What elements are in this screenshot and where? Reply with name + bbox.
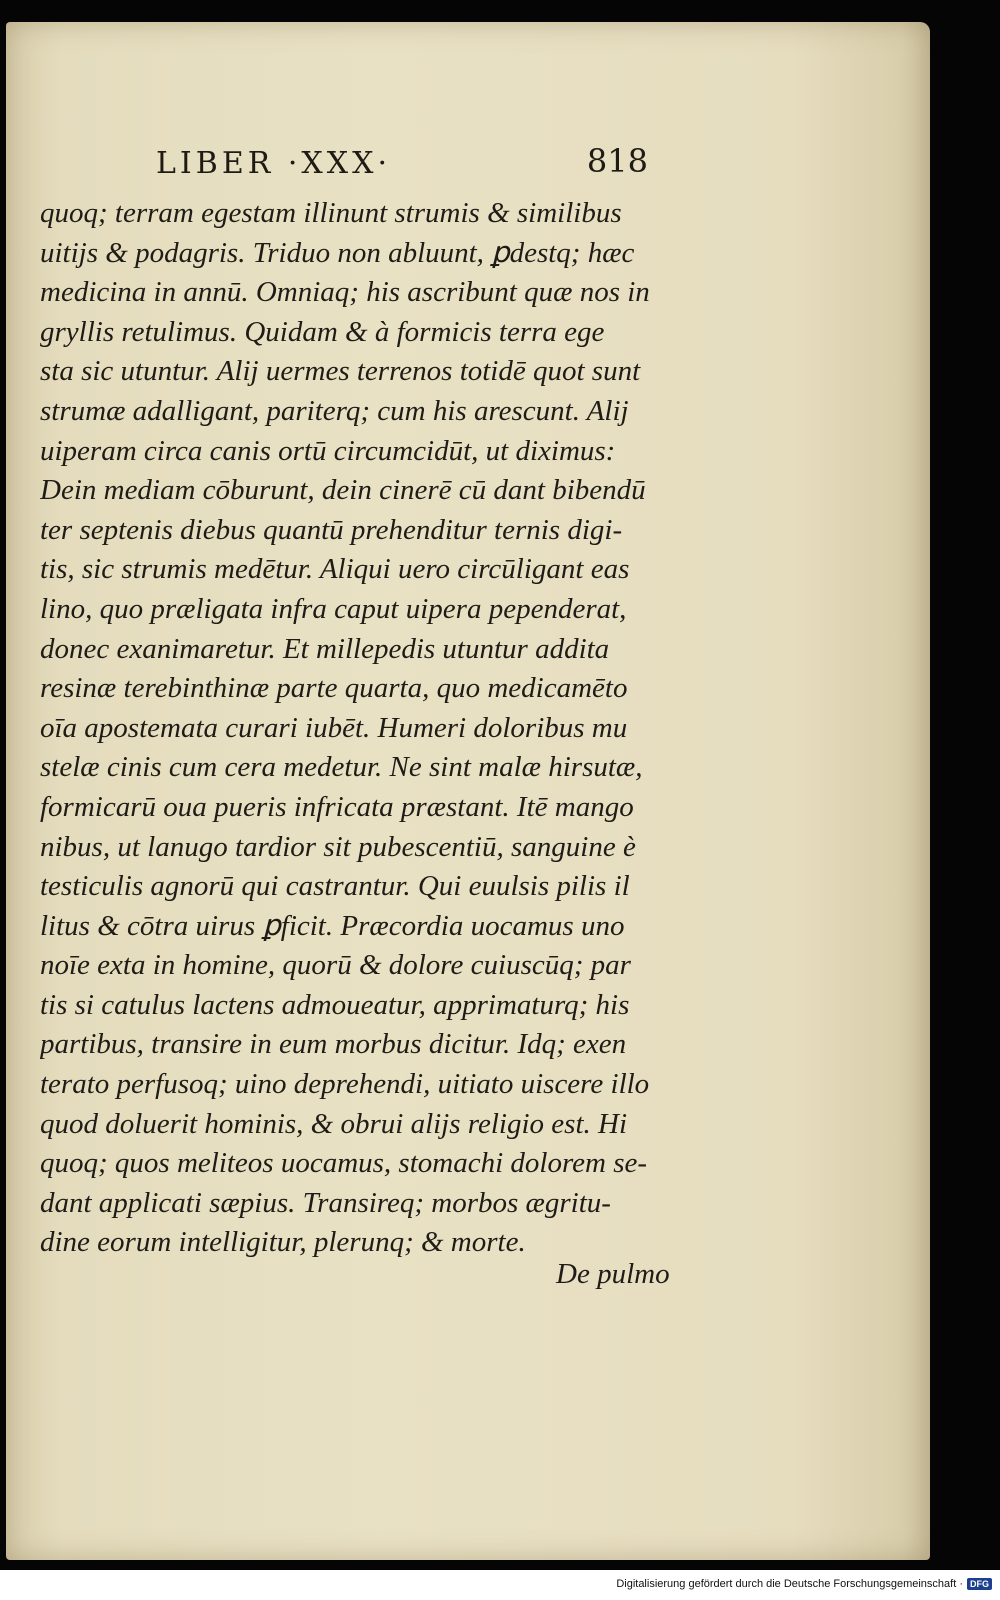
text-line: litus & cōtra uirus ꝑficit. Præcordia uocamus uno [40,909,625,942]
dfg-logo: DFG [967,1578,992,1590]
text-line: nibus, ut lanugo tardior sit pubescentiū, sanguine è [40,830,636,863]
text-line: uiperam circa canis ortū circumcidūt, ut diximus: [40,434,616,467]
digitization-credit [616,1572,992,1596]
running-head: LIBER ·XXX· [156,146,391,181]
text-line: ter septenis diebus quantū prehenditur ternis digi- [40,513,623,546]
text-line: tis, sic strumis medētur. Aliqui uero circūligant eas [40,553,630,586]
text-line: quoq; quos meliteos uocamus, stomachi dolorem se- [40,1147,648,1180]
text-line: testiculis agnorū qui castrantur. Qui euulsis pilis il [40,870,630,903]
text-line: formicarū oua pueris infricata præstant. Itē mango [40,790,634,823]
text-line: partibus, transire in eum morbus dicitur. Idq; exen [40,1028,627,1061]
page-number: 818 [586,142,648,180]
text-line: dant applicati sæpius. Transireq; morbos ægritu- [40,1186,611,1219]
page-header [156,142,656,186]
text-line: uitijs & podagris. Triduo non abluunt, ꝑdestq; hæc [40,236,635,269]
text-line: noīe exta in homine, quorū & dolore cuiuscūq; par [40,949,631,982]
text-line: dine eorum intelligitur, plerunq; & morte. [40,1226,526,1259]
text-line: gryllis retulimus. Quidam & à formicis terra ege [40,315,605,348]
text-line: sta sic utuntur. Alij uermes terrenos totidē quot sunt [40,355,641,388]
text-line: lino, quo præligata infra caput uipera pependerat, [40,592,627,625]
text-line: tis si catulus lactens admoueatur, apprimaturq; his [40,988,630,1021]
body-text [40,194,680,1263]
text-line: oīa apostemata curari iubēt. Humeri doloribus mu [40,711,628,744]
text-line: strumæ adalligant, pariterq; cum his arescunt. Alij [40,394,629,427]
book-page [6,22,930,1560]
text-line: medicina in annū. Omniaq; his ascribunt quæ nos in [40,276,650,309]
text-line: stelæ cinis cum cera medetur. Ne sint malæ hirsutæ, [40,751,643,784]
text-line: resinæ terebinthinæ parte quarta, quo medicamēto [40,672,628,705]
text-line: terato perfusoq; uino deprehendi, uitiato uiscere illo [40,1068,650,1101]
text-line: donec exanimaretur. Et millepedis utuntur addita [40,632,610,665]
catchword: De pulmo [556,1258,670,1290]
text-line: quod doluerit hominis, & obrui alijs religio est. Hi [40,1107,627,1140]
text-line: quoq; terram egestam illinunt strumis & similibus [40,197,622,229]
text-line: Dein mediam cōburunt, dein cinerē cū dant bibendū [40,474,646,507]
credit-text: Digitalisierung gefördert durch die Deutsche Forschungsgemeinschaft · [616,1578,963,1590]
